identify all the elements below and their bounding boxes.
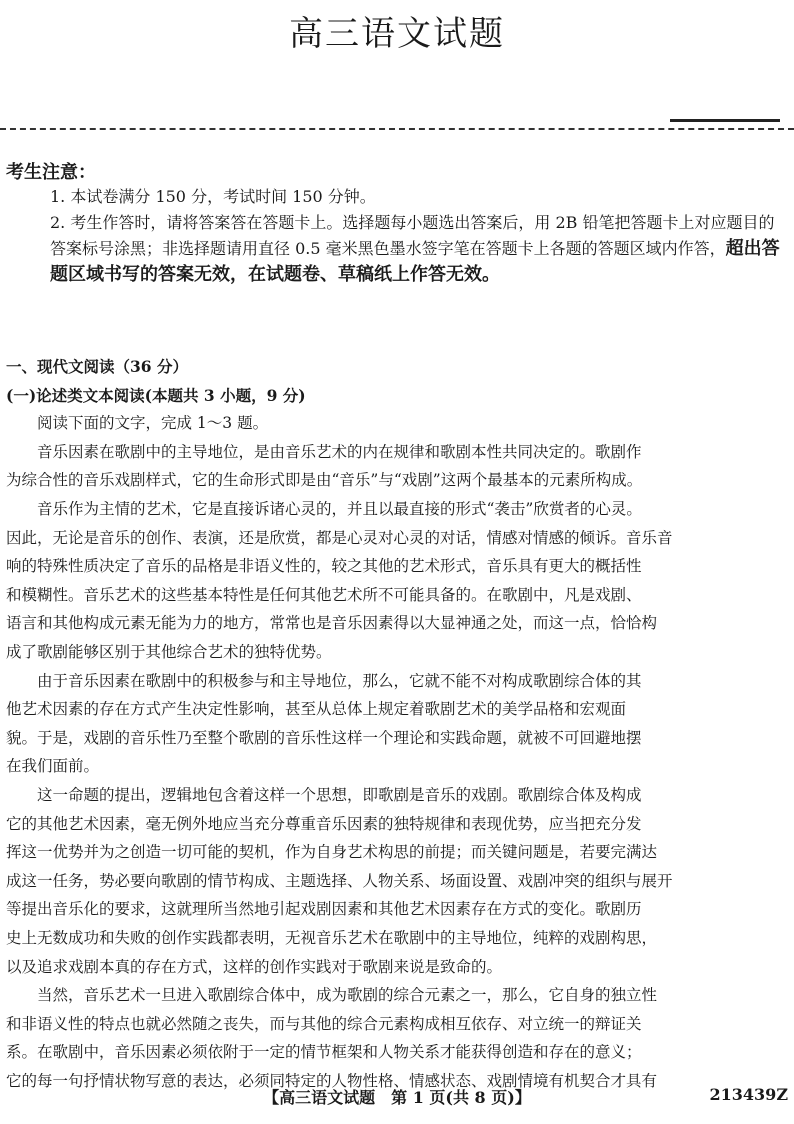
passage-line: 他艺术因素的存在方式产生决定性影响，甚至从总体上规定着歌剧艺术的美学品格和宏观面 — [6, 700, 627, 719]
header-divider — [0, 128, 794, 130]
passage-line: 系。在歌剧中，音乐因素必须依附于一定的情节框架和人物关系才能获得创造和存在的意义； — [6, 1043, 642, 1062]
passage-line: 当然，音乐艺术一旦进入歌剧综合体中，成为歌剧的综合元素之一，那么，它自身的独立性 — [6, 986, 658, 1005]
passage-line: 阅读下面的文字，完成 1～3 题。 — [6, 414, 269, 433]
passage-line: 在我们面前。 — [6, 757, 100, 776]
passage-line: 以及追求戏剧本真的存在方式，这样的创作实践对于歌剧来说是致命的。 — [6, 957, 503, 976]
passage-line: 语言和其他构成元素无能为力的地方，常常也是音乐因素得以大显神通之处，而这一点，恰恰构 — [6, 614, 658, 633]
passage-line: 因此，无论是音乐的创作、表演，还是欣赏，都是心灵对心灵的对话，情感对情感的倾诉。音乐音 — [6, 528, 673, 547]
passage-line: 成了歌剧能够区别于其他综合艺术的独特优势。 — [6, 643, 332, 661]
footer-page-label: 【高三语文试题 第 1 页(共 8 页)】 — [263, 1088, 531, 1107]
passage-line: 等提出音乐化的要求，这就理所当然地引起戏剧因素和其他艺术因素存在方式的变化。歌剧历 — [6, 900, 642, 919]
notice-item-1: 1. 本试卷满分 150 分，考试时间 150 分钟。 — [50, 187, 376, 206]
notice-item-2-text: 2. 考生作答时，请将答案答在答题卡上。选择题每小题选出答案后，用 2B 铅笔把答题卡上对应题目的答案标号涂黑；非选择题请用直径 0.5 毫米黑色墨水签字笔在答题卡上各题的答题区域内作答， — [50, 213, 775, 258]
passage-line: 貌。于是，戏剧的音乐性乃至整个歌剧的音乐性这样一个理论和实践命题，就被不可回避地摆 — [6, 728, 642, 747]
passage-line: 它的其他艺术因素，毫无例外地应当充分尊重音乐因素的独特规律和表现优势，应当把充分发 — [6, 814, 642, 833]
notice-item-2 — [50, 210, 790, 288]
passage-line: 音乐因素在歌剧中的主导地位，是由音乐艺术的内在规律和歌剧本性共同决定的。歌剧作 — [6, 442, 642, 461]
passage-line: 和模糊性。音乐艺术的这些基本特性是任何其他艺术所不可能具备的。在歌剧中，凡是戏剧、 — [6, 585, 642, 604]
page-title: 高三语文试题 — [289, 14, 505, 54]
passage-line: 音乐作为主情的艺术，它是直接诉诸心灵的，并且以最直接的形式“袭击”欣赏者的心灵。 — [6, 500, 642, 518]
section-heading: 一、现代文阅读（36 分） — [6, 357, 188, 376]
footer-exam-code: 213439Z — [709, 1085, 788, 1104]
passage-line: 这一命题的提出，逻辑地包含着这样一个思想，即歌剧是音乐的戏剧。歌剧综合体及构成 — [6, 786, 642, 804]
passage-line: 挥这一优势并为之创造一切可能的契机，作为自身艺术构思的前提；而关键问题是，若要完满达 — [6, 843, 658, 862]
subsection-heading: (一)论述类文本阅读(本题共 3 小题，9 分) — [6, 385, 306, 405]
passage-line: 它的每一句抒情状物写意的表达，必须同特定的人物性格、情感状态、戏剧情境有机契合才具有 — [6, 1072, 658, 1090]
header-mark — [670, 119, 780, 128]
notice-item-2-emphasis: 超出答题区域书写的答案无效，在试题卷、草稿纸上作答无效。 — [50, 238, 780, 285]
passage-line: 史上无数成功和失败的创作实践都表明，无视音乐艺术在歌剧中的主导地位，纯粹的戏剧构思， — [6, 929, 658, 947]
passage-line: 响的特殊性质决定了音乐的品格是非语义性的，较之其他的艺术形式，音乐具有更大的概括性 — [6, 557, 642, 576]
passage-line: 由于音乐因素在歌剧中的积极参与和主导地位，那么，它就不能不对构成歌剧综合体的其 — [6, 671, 642, 690]
passage-line: 和非语义性的特点也就必然随之丧失，而与其他的综合元素构成相互依存、对立统一的辩证关 — [6, 1014, 642, 1033]
passage-line: 成这一任务，势必要向歌剧的情节构成、主题选择、人物关系、场面设置、戏剧冲突的组织与展开 — [6, 871, 673, 890]
notice-heading: 考生注意： — [6, 162, 96, 183]
passage-line: 为综合性的音乐戏剧样式，它的生命形式即是由“音乐”与“戏剧”这两个最基本的元素所构成。 — [6, 471, 643, 490]
